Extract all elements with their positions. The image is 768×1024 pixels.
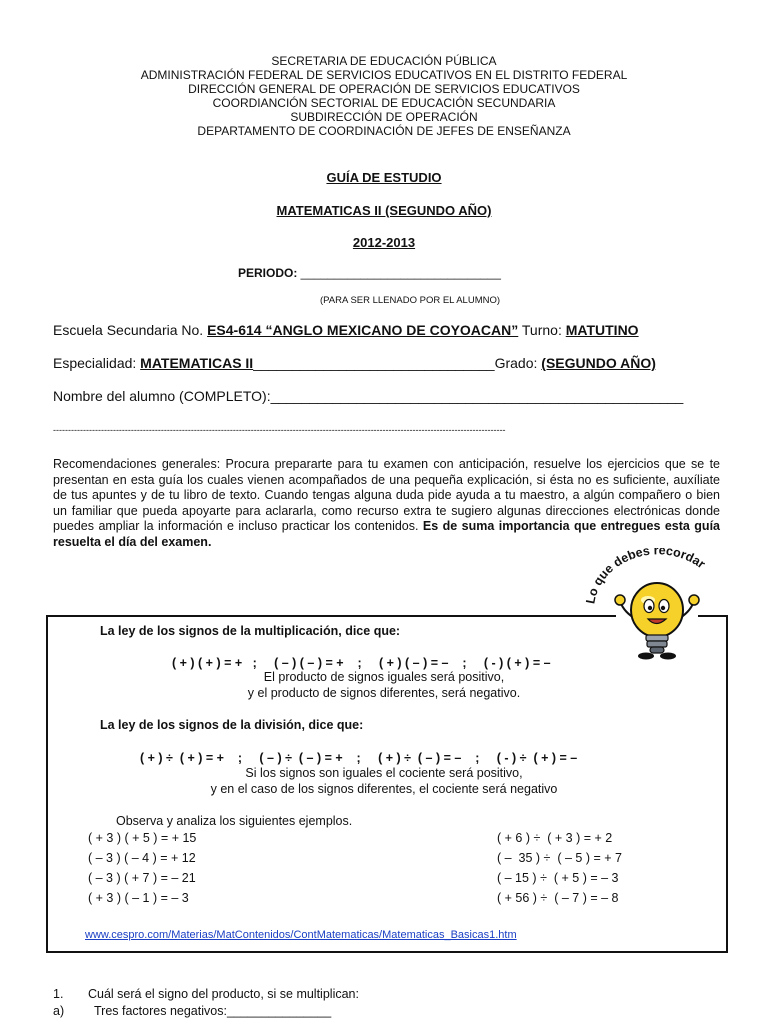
period-blank[interactable]: ______________________________: [300, 266, 501, 280]
header-line: ADMINISTRACIÓN FEDERAL DE SERVICIOS EDUCATIVOS EN EL DISTRITO FEDERAL: [140, 68, 628, 82]
period-note: (PARA SER LLENADO POR EL ALUMNO): [320, 295, 501, 306]
answer-label: a): [53, 1004, 65, 1018]
multiplication-rules: ( + ) ( + ) = + ; ( – ) ( – ) = + ; ( + ) ( – ) = – ; ( - ) ( + ) = –: [172, 656, 551, 670]
turno-value: MATUTINO: [565, 322, 639, 338]
student-line: [53, 388, 683, 404]
specialty-label: Especialidad:: [53, 355, 141, 371]
division-rules: ( + ) ÷ ( + ) = + ; ( – ) ÷ ( – ) = + ; ( + ) ÷ ( – ) = – ; ( - ) ÷ ( + ) = –: [140, 751, 578, 765]
division-example: ( – 35 ) ÷ ( – 5 ) = + 7: [497, 851, 622, 865]
header-line: DEPARTAMENTO DE COORDINACIÓN DE JEFES DE ENSEÑANZA: [197, 124, 571, 138]
period-line: [238, 266, 501, 280]
specialty-line: [53, 355, 656, 371]
student-name-blank[interactable]: _____________________________________________________: [270, 388, 684, 404]
lightbulb-mascot-icon: [582, 548, 732, 664]
recommendations-bold: Es de suma importancia que entregues esta guía resuelta el día del examen.: [53, 519, 720, 549]
multiplication-example: ( + 3 ) ( + 5 ) = + 15: [88, 831, 197, 845]
specialty-blank[interactable]: _______________________________: [253, 355, 495, 371]
multiplication-example: ( – 3 ) ( + 7 ) = – 21: [88, 871, 196, 885]
reference-link[interactable]: www.cespro.com/Materias/MatContenidos/ContMatematicas/Matematicas_Basicas1.htm: [85, 929, 517, 941]
header-line: COORDIANCIÓN SECTORIAL DE EDUCACIÓN SECUNDARIA: [212, 96, 556, 110]
school-name: ES4-614 “ANGLO MEXICANO DE COYOACAN”: [207, 322, 519, 338]
student-label: Nombre del alumno (COMPLETO):: [53, 388, 271, 404]
recommendations-text: Recomendaciones generales: Procura prepararte para tu examen con anticipación, resuelve los ejercicios que se te presentan en esta guía los cuales vienen acompañados de una pequeña explicación, si ésta no es suficiente, auxíliate de tus apuntes y de tu libro de texto. Cuando tengas alguna duda pide ayuda a tu maestro, a algún compañero o bien un familiar que pueda apoyarte para aclararla, como recurso extra te sugiero algunas direcciones electrónicas donde puedes ampliar la información e incluso practicar los contenidos.: [53, 457, 720, 533]
multiplication-law-title: La ley de los signos de la multiplicación, dice que:: [100, 624, 401, 638]
division-example: ( – 15 ) ÷ ( + 5 ) = – 3: [497, 871, 619, 885]
turno-label: Turno:: [518, 322, 566, 338]
school-year: 2012-2013: [352, 235, 416, 250]
header-line: SECRETARIA DE EDUCACIÓN PÚBLICA: [271, 54, 497, 68]
period-label: PERIODO:: [238, 266, 301, 280]
division-law-title: La ley de los signos de la división, dice que:: [100, 718, 364, 732]
mascot-caption: Lo que debes recordar: [583, 548, 708, 605]
header-line: SUBDIRECCIÓN DE OPERACIÓN: [290, 110, 478, 124]
grado-value: (SEGUNDO AÑO): [541, 355, 656, 371]
division-explanation: Si los signos son iguales el cociente será positivo,: [245, 766, 523, 780]
dashed-separator: -------------------------------------------------------------------------------------------------------------------------------------------------------: [53, 425, 506, 435]
answer-prompt: Tres factores negativos:: [94, 1004, 227, 1018]
answer-line: [94, 1004, 331, 1018]
multiplication-explanation: El producto de signos iguales será positivo,: [263, 670, 505, 684]
multiplication-example: ( – 3 ) ( – 4 ) = + 12: [88, 851, 196, 865]
specialty-value: MATEMATICAS II: [140, 355, 254, 371]
division-explanation: y en el caso de los signos diferentes, el cociente será negativo: [210, 782, 558, 796]
question-text: Cuál será el signo del producto, si se multiplican:: [88, 987, 359, 1001]
examples-intro: Observa y analiza los siguientes ejemplos.: [116, 814, 353, 828]
header-line: DIRECCIÓN GENERAL DE OPERACIÓN DE SERVICIOS EDUCATIVOS: [188, 82, 580, 96]
recommendations-paragraph: [53, 457, 720, 550]
question-number: 1.: [53, 987, 64, 1001]
division-example: ( + 6 ) ÷ ( + 3 ) = + 2: [497, 831, 613, 845]
guide-title: GUÍA DE ESTUDIO: [326, 170, 442, 185]
school-label: Escuela Secundaria No.: [53, 322, 208, 338]
multiplication-explanation: y el producto de signos diferentes, será negativo.: [247, 686, 521, 700]
remember-mascot: [582, 548, 732, 664]
school-line: [53, 322, 639, 338]
subject-title: MATEMATICAS II (SEGUNDO AÑO): [276, 203, 492, 218]
answer-blank[interactable]: _______________: [226, 1004, 332, 1018]
grado-label: Grado:: [494, 355, 542, 371]
division-example: ( + 56 ) ÷ ( – 7 ) = – 8: [497, 891, 619, 905]
multiplication-example: ( + 3 ) ( – 1 ) = – 3: [88, 891, 189, 905]
